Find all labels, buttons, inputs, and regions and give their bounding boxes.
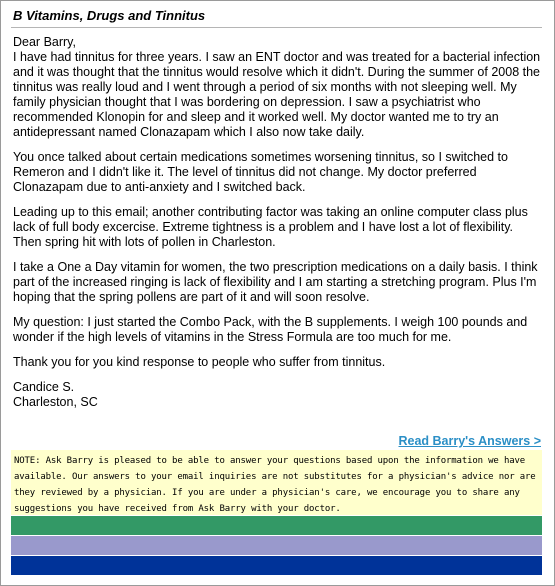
article-title: B Vitamins, Drugs and Tinnitus <box>13 8 206 23</box>
letter-paragraph-1: I have had tinnitus for three years. I saw an ENT doctor and was treated for a bacterial infection and it was thought that the tinnitus would resolve which it didn't. During the summer of 2008 the tinnitus was really loud and I went through a period of six months with not sleeping well. My family physician thought that I was bordering on depression. I saw a psychiatrist who recommended Klonopin for and sleep and it worked well. My doctor wanted me to try an antidepressant named Clonazapam which I also now take daily. <box>13 50 541 139</box>
letter-paragraph-3: Leading up to this email; another contributing factor was taking an online computer class plus lack of full body excercise. Extreme tightness is a problem and I have lost a lot of flexibility. Then spring hit with lots of pollen in Charleston. <box>13 205 528 249</box>
footer-bar-green <box>11 516 542 535</box>
signature-name: Candice S. <box>13 380 75 394</box>
footer-bar-lavender <box>11 536 542 555</box>
letter-greeting: Dear Barry, <box>13 35 76 49</box>
disclaimer-note: NOTE: Ask Barry is pleased to be able to answer your questions based upon the information we have available. Our answers to your email inquiries are not substitutes for a physician's advice nor are they reviewed by a physician. If you are under a physician's care, we encourage you to share any suggestions you have received from Ask Barry with your doctor. <box>11 450 542 515</box>
signature-location: Charleston, SC <box>13 395 98 409</box>
read-answers-link[interactable]: Read Barry's Answers > <box>398 434 541 448</box>
letter-paragraph-2: You once talked about certain medications sometimes worsening tinnitus, so I switched to Remeron and I didn't like it. The level of tinnitus did not change. My doctor preferred Clonazapam due to anti-anxiety and I switched back. <box>13 150 508 194</box>
letter-paragraph-4: I take a One a Day vitamin for women, the two prescription medications on a daily basis. I think part of the increased ringing is lack of flexibility and I am starting a stretching program. Plus I'm hoping that the spring pollens are part of it and will soon resolve. <box>13 260 538 304</box>
letter-paragraph-5: My question: I just started the Combo Pack, with the B supplements. I weigh 100 pounds and wonder if the high levels of vitamins in the Stress Formula are too much for me. <box>13 315 528 344</box>
footer-bar-navy <box>11 556 542 575</box>
letter-paragraph-6: Thank you for you kind response to people who suffer from tinnitus. <box>13 355 386 369</box>
title-divider <box>11 27 542 28</box>
letter-body <box>13 35 541 410</box>
